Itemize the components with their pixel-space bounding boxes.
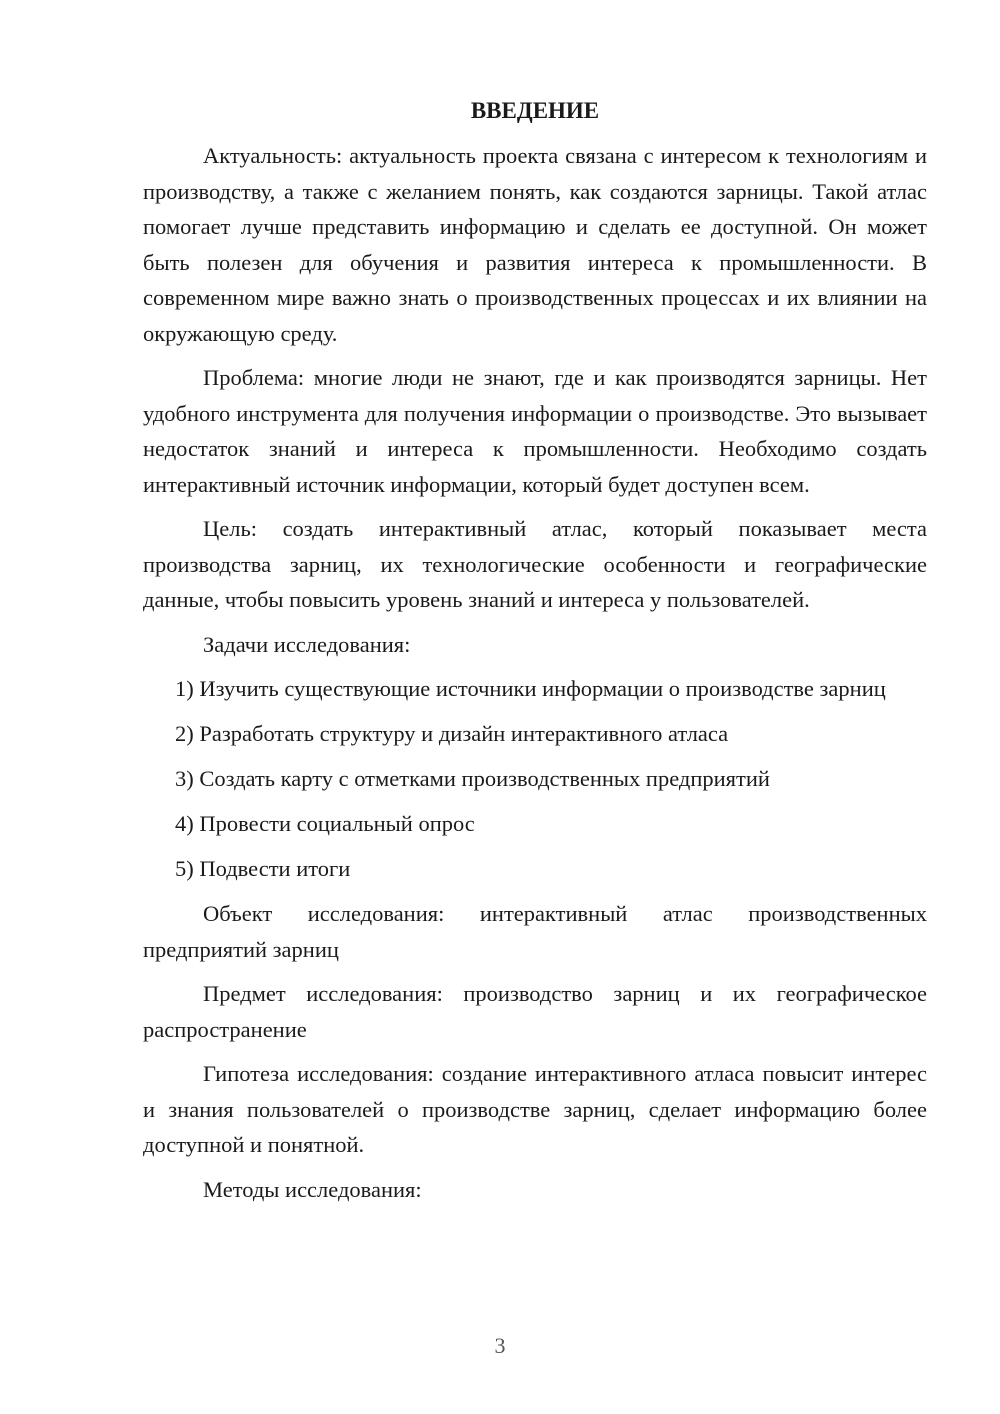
object-paragraph: Объект исследования: интерактивный атлас производственных предприятий зарниц: [143, 901, 927, 962]
tasks-list: [143, 671, 927, 887]
list-item: 5) Подвести итоги: [175, 856, 351, 881]
goal-paragraph: Цель: создать интерактивный атлас, который показывает места производства зарниц, их технологические особенности и географические данные, чтобы повысить уровень знаний и интереса у пользователей.: [143, 516, 927, 612]
problem-paragraph: Проблема: многие люди не знают, где и как производятся зарницы. Нет удобного инструмента для получения информации о производстве. Это вызывает недостаток знаний и интереса к промышленности. Необходимо создать интерактивный источник информации, который будет доступен всем.: [143, 365, 927, 497]
document-page: [143, 96, 927, 1216]
tasks-heading: Задачи исследования:: [203, 631, 411, 657]
list-item: 4) Провести социальный опрос: [175, 811, 475, 836]
methods-heading: Методы исследования:: [203, 1176, 422, 1202]
page-title: ВВЕДЕНИЕ: [470, 98, 600, 123]
list-item: 3) Создать карту с отметками производственных предприятий: [175, 766, 770, 791]
relevance-paragraph: Актуальность: актуальность проекта связана с интересом к технологиям и производству, а также с желанием понять, как создаются зарницы. Такой атлас помогает лучше представить информацию и сделать ее доступной. Он может быть полезен для обучения и развития интереса к промышленности. В современном мире важно знать о производственных процессах и их влиянии на окружающую среду.: [143, 143, 927, 346]
list-item: 2) Разработать структуру и дизайн интерактивного атласа: [175, 721, 729, 746]
list-item: 1) Изучить существующие источники информации о производстве зарниц: [175, 676, 886, 701]
hypothesis-paragraph: Гипотеза исследования: создание интерактивного атласа повысит интерес и знания пользователей о производстве зарниц, сделает информацию более доступной и понятной.: [143, 1061, 927, 1157]
subject-paragraph: Предмет исследования: производство зарниц и их географическое распространение: [143, 981, 927, 1042]
page-number: 3: [494, 1333, 506, 1358]
